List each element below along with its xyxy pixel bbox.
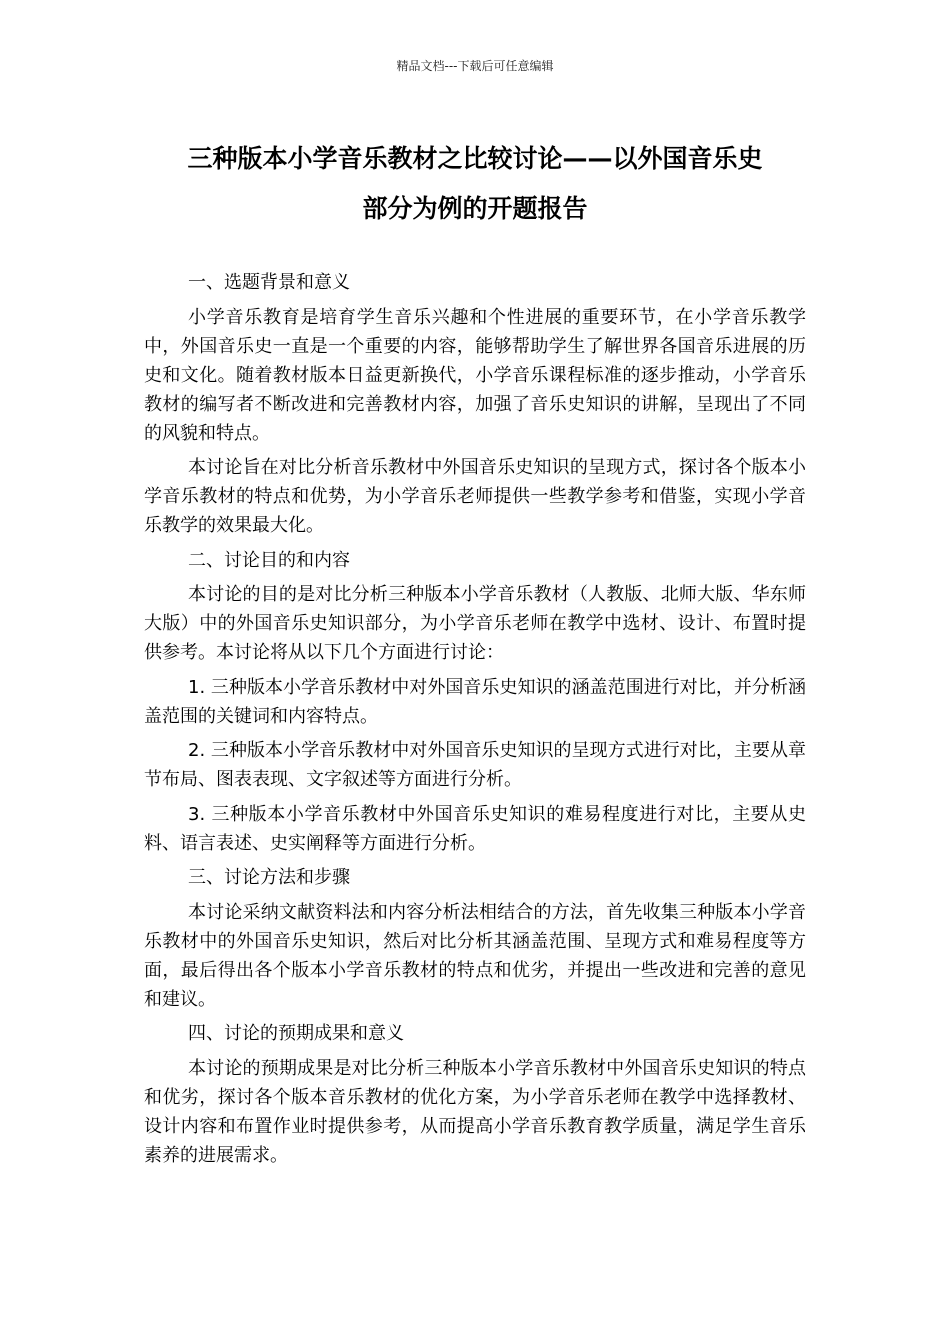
section-methods (144, 863, 806, 1014)
paragraph: 本讨论的目的是对比分析三种版本小学音乐教材（人教版、北师大版、华东师大版）中的外国音乐史知识部分，为小学音乐老师在教学中选材、设计、布置时提供参考。本讨论将从以下几个方面进行讨论： (144, 584, 806, 663)
paragraph: 本讨论旨在对比分析音乐教材中外国音乐史知识的呈现方式，探讨各个版本小学音乐教材的特点和优势，为小学音乐老师提供一些教学参考和借鉴，实现小学音乐教学的效果最大化。 (144, 457, 806, 536)
paragraph: 本讨论采纳文献资料法和内容分析法相结合的方法，首先收集三种版本小学音乐教材中的外国音乐史知识，然后对比分析其涵盖范围、呈现方式和难易程度等方面，最后得出各个版本小学音乐教材的特点和优劣，并提出一些改进和完善的意见和建议。 (144, 901, 806, 1010)
section-heading: 一、选题背景和意义 (188, 272, 350, 293)
document-body (144, 268, 806, 1175)
numbered-item: 1. 三种版本小学音乐教材中对外国音乐史知识的涵盖范围进行对比，并分析涵盖范围的关键词和内容特点。 (144, 676, 806, 727)
numbered-item: 2. 三种版本小学音乐教材中对外国音乐史知识的呈现方式进行对比，主要从章节布局、图表表现、文字叙述等方面进行分析。 (144, 740, 806, 790)
document-title (140, 134, 810, 234)
section-heading: 二、讨论目的和内容 (188, 549, 350, 571)
section-expected-results (144, 1019, 806, 1170)
numbered-item: 3. 三种版本小学音乐教材中外国音乐史知识的难易程度进行对比，主要从史料、语言表述、史实阐释等方面进行分析。 (144, 803, 806, 854)
title-line-1: 三种版本小学音乐教材之比较讨论——以外国音乐史 (187, 144, 763, 173)
section-objectives (144, 546, 806, 858)
page-header: 精品文档---下载后可任意编辑 (396, 59, 554, 73)
section-background (144, 268, 806, 540)
section-heading: 三、讨论方法和步骤 (188, 867, 350, 888)
section-heading: 四、讨论的预期成果和意义 (188, 1023, 404, 1044)
paragraph: 本讨论的预期成果是对比分析三种版本小学音乐教材中外国音乐史知识的特点和优劣，探讨各个版本音乐教材的优化方案，为小学音乐老师在教学中选择教材、设计内容和布置作业时提供参考，从而提高小学音乐教育教学质量，满足学生音乐素养的进展需求。 (144, 1057, 806, 1166)
paragraph: 小学音乐教育是培育学生音乐兴趣和个性进展的重要环节，在小学音乐教学中，外国音乐史一直是一个重要的内容，能够帮助学生了解世界各国音乐进展的历史和文化。随着教材版本日益更新换代，小学音乐课程标准的逐步推动，小学音乐教材的编写者不断改进和完善教材内容，加强了音乐史知识的讲解，呈现出了不同的风貌和特点。 (144, 306, 806, 444)
title-line-2: 部分为例的开题报告 (362, 194, 588, 223)
